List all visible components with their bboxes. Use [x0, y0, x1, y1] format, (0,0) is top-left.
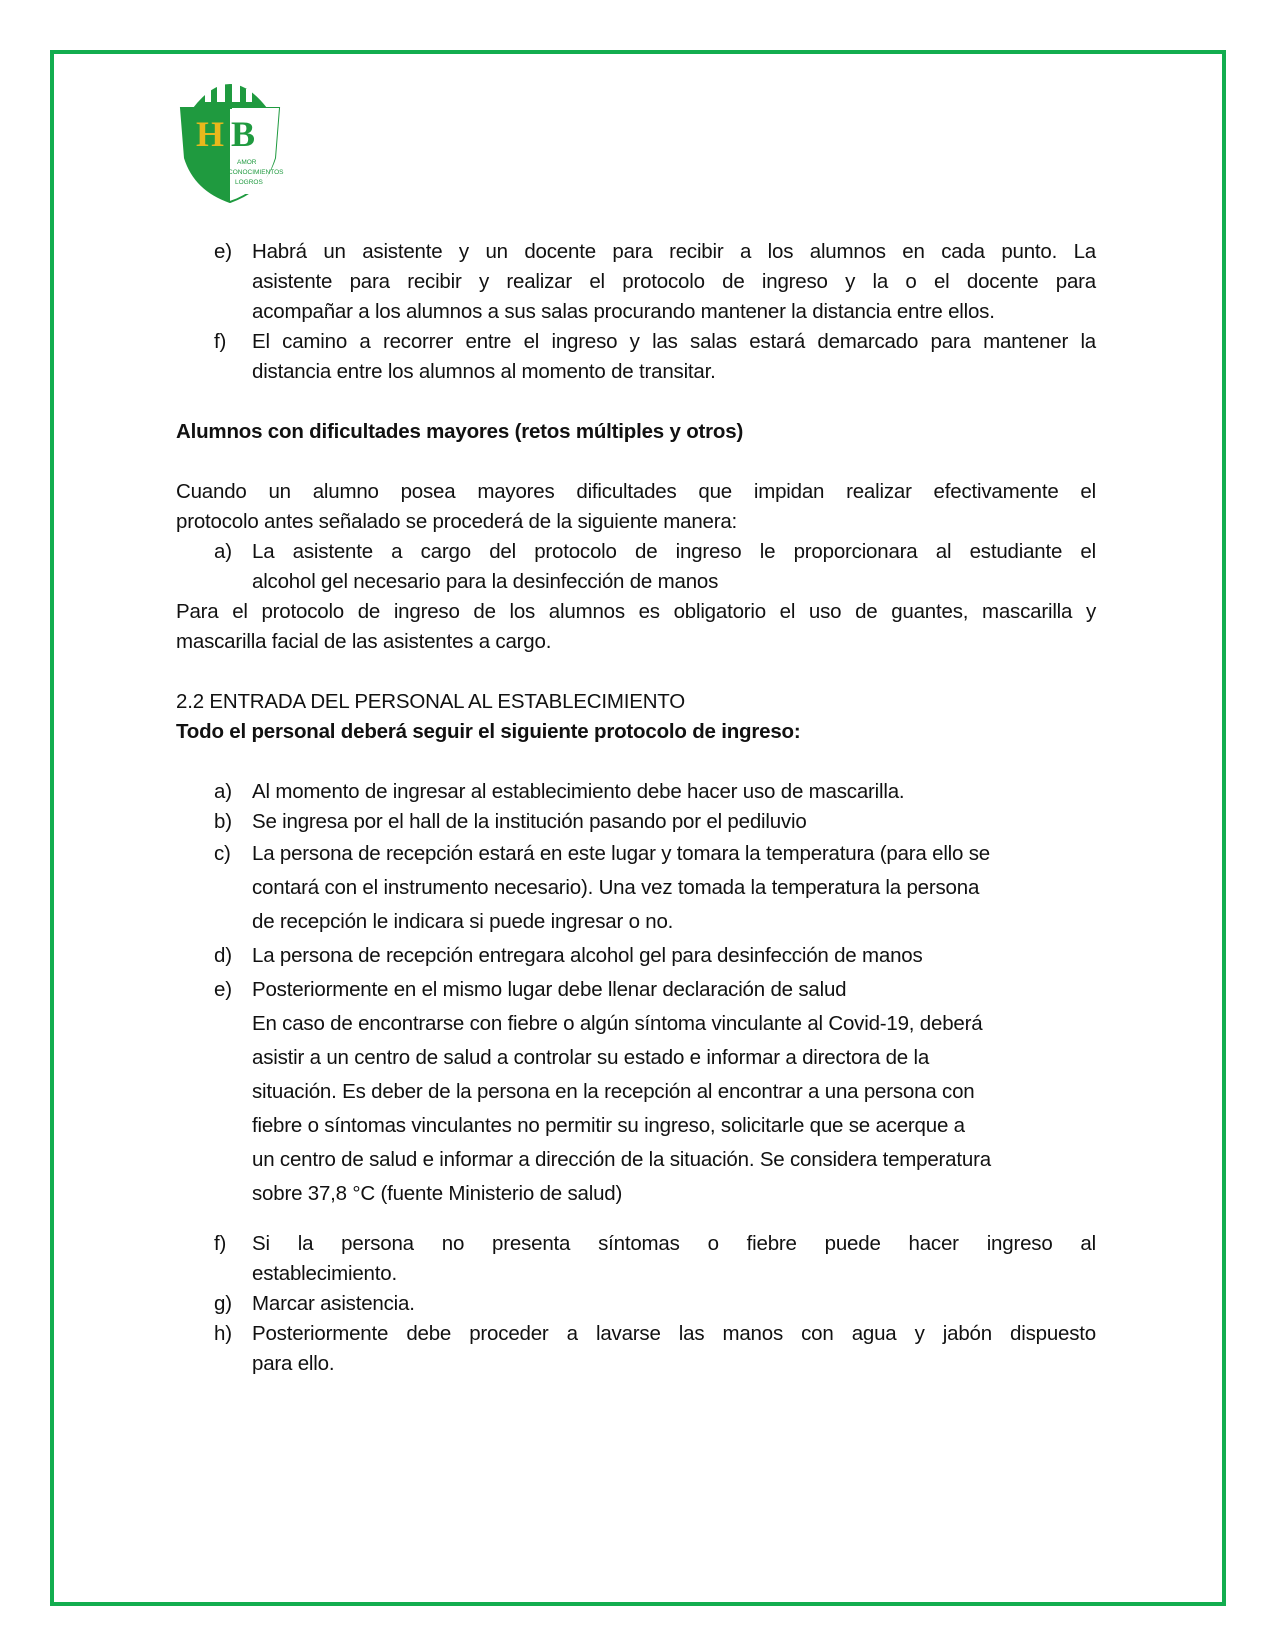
staff-list-item-h	[176, 1319, 1096, 1379]
staff-list-item-g	[176, 1289, 1096, 1319]
staff-list-item-c	[176, 837, 1096, 939]
text-line: Cuando un alumno posea mayores dificultades que impidan realizar efectivamente el	[176, 480, 1096, 503]
svg-text:CONOCIMIENTOS: CONOCIMIENTOS	[228, 169, 284, 176]
school-crest-logo	[175, 68, 285, 206]
list-marker: e)	[214, 240, 232, 263]
section-subheading-staff: Todo el personal deberá seguir el siguiente protocolo de ingreso:	[176, 720, 801, 743]
staff-list-item-e	[176, 973, 1096, 1211]
list-marker: a)	[214, 780, 232, 803]
text-line: Habrá un asistente y un docente para recibir a los alumnos en cada punto. La	[252, 240, 1096, 263]
text-line: sobre 37,8 °C (fuente Ministerio de salud)	[252, 1182, 623, 1205]
text-line: contará con el instrumento necesario). Una vez tomada la temperatura la persona	[252, 876, 980, 899]
text-line: En caso de encontrarse con fiebre o algún síntoma vinculante al Covid-19, deberá	[252, 1012, 983, 1035]
text-line: de recepción le indicara si puede ingresar o no.	[252, 910, 674, 933]
list-marker: f)	[214, 330, 227, 353]
section-heading-staff-entry: 2.2 ENTRADA DEL PERSONAL AL ESTABLECIMIENTO	[176, 690, 686, 713]
text-line: La asistente a cargo del protocolo de ingreso le proporcionara al estudiante el	[252, 540, 1096, 563]
text-line: distancia entre los alumnos al momento de transitar.	[252, 360, 716, 383]
list-marker: f)	[214, 1232, 227, 1255]
special-intro-paragraph	[176, 477, 1096, 537]
text-line: Se ingresa por el hall de la institución pasando por el pediluvio	[252, 810, 807, 833]
staff-list-item-b	[176, 807, 1096, 837]
text-line: situación. Es deber de la persona en la recepción al encontrar a una persona con	[252, 1080, 975, 1103]
list-marker: c)	[214, 842, 231, 865]
list-marker: d)	[214, 944, 232, 967]
staff-list-item-d	[176, 939, 1096, 973]
text-line: Para el protocolo de ingreso de los alumnos es obligatorio el uso de guantes, mascarilla y	[176, 600, 1096, 623]
list-marker: b)	[214, 810, 232, 833]
svg-text:AMOR: AMOR	[237, 159, 257, 166]
text-line: Posteriormente en el mismo lugar debe llenar declaración de salud	[252, 978, 847, 1001]
text-line: alcohol gel necesario para la desinfección de manos	[252, 570, 719, 593]
special-closing-paragraph	[176, 597, 1096, 657]
text-line: mascarilla facial de las asistentes a cargo.	[176, 630, 552, 653]
section-heading-special-needs: Alumnos con dificultades mayores (retos múltiples y otros)	[176, 420, 744, 443]
list-marker: e)	[214, 978, 232, 1001]
text-line: un centro de salud e informar a dirección de la situación. Se considera temperatura	[252, 1148, 991, 1171]
list-marker: g)	[214, 1292, 232, 1315]
list-marker: h)	[214, 1322, 232, 1345]
text-line: Marcar asistencia.	[252, 1292, 415, 1315]
list-item-f-top	[176, 327, 1096, 387]
text-line: asistir a un centro de salud a controlar su estado e informar a directora de la	[252, 1046, 930, 1069]
svg-text:LOGROS: LOGROS	[235, 179, 263, 186]
text-line: Si la persona no presenta síntomas o fiebre puede hacer ingreso al	[252, 1232, 1096, 1255]
text-line: La persona de recepción estará en este lugar y tomara la temperatura (para ello se	[252, 842, 990, 865]
logo-letter-h: H	[196, 114, 225, 154]
logo-letter-b: B	[231, 114, 256, 154]
special-list-item-a	[176, 537, 1096, 597]
text-line: Posteriormente debe proceder a lavarse las manos con agua y jabón dispuesto	[252, 1322, 1096, 1345]
text-line: asistente para recibir y realizar el protocolo de ingreso y la o el docente para	[252, 270, 1096, 293]
text-line: establecimiento.	[252, 1262, 397, 1285]
text-line: acompañar a los alumnos a sus salas procurando mantener la distancia entre ellos.	[252, 300, 995, 323]
staff-list-item-f	[176, 1229, 1096, 1289]
text-line: El camino a recorrer entre el ingreso y las salas estará demarcado para mantener la	[252, 330, 1096, 353]
document-body	[176, 237, 1096, 1379]
list-item-e-top	[176, 237, 1096, 327]
text-line: para ello.	[252, 1352, 335, 1375]
text-line: protocolo antes señalado se procederá de la siguiente manera:	[176, 510, 738, 533]
text-line: La persona de recepción entregara alcohol gel para desinfección de manos	[252, 944, 923, 967]
text-line: fiebre o síntomas vinculantes no permitir su ingreso, solicitarle que se acerque a	[252, 1114, 965, 1137]
staff-list-item-a	[176, 777, 1096, 807]
text-line: Al momento de ingresar al establecimiento debe hacer uso de mascarilla.	[252, 780, 905, 803]
list-marker: a)	[214, 540, 232, 563]
